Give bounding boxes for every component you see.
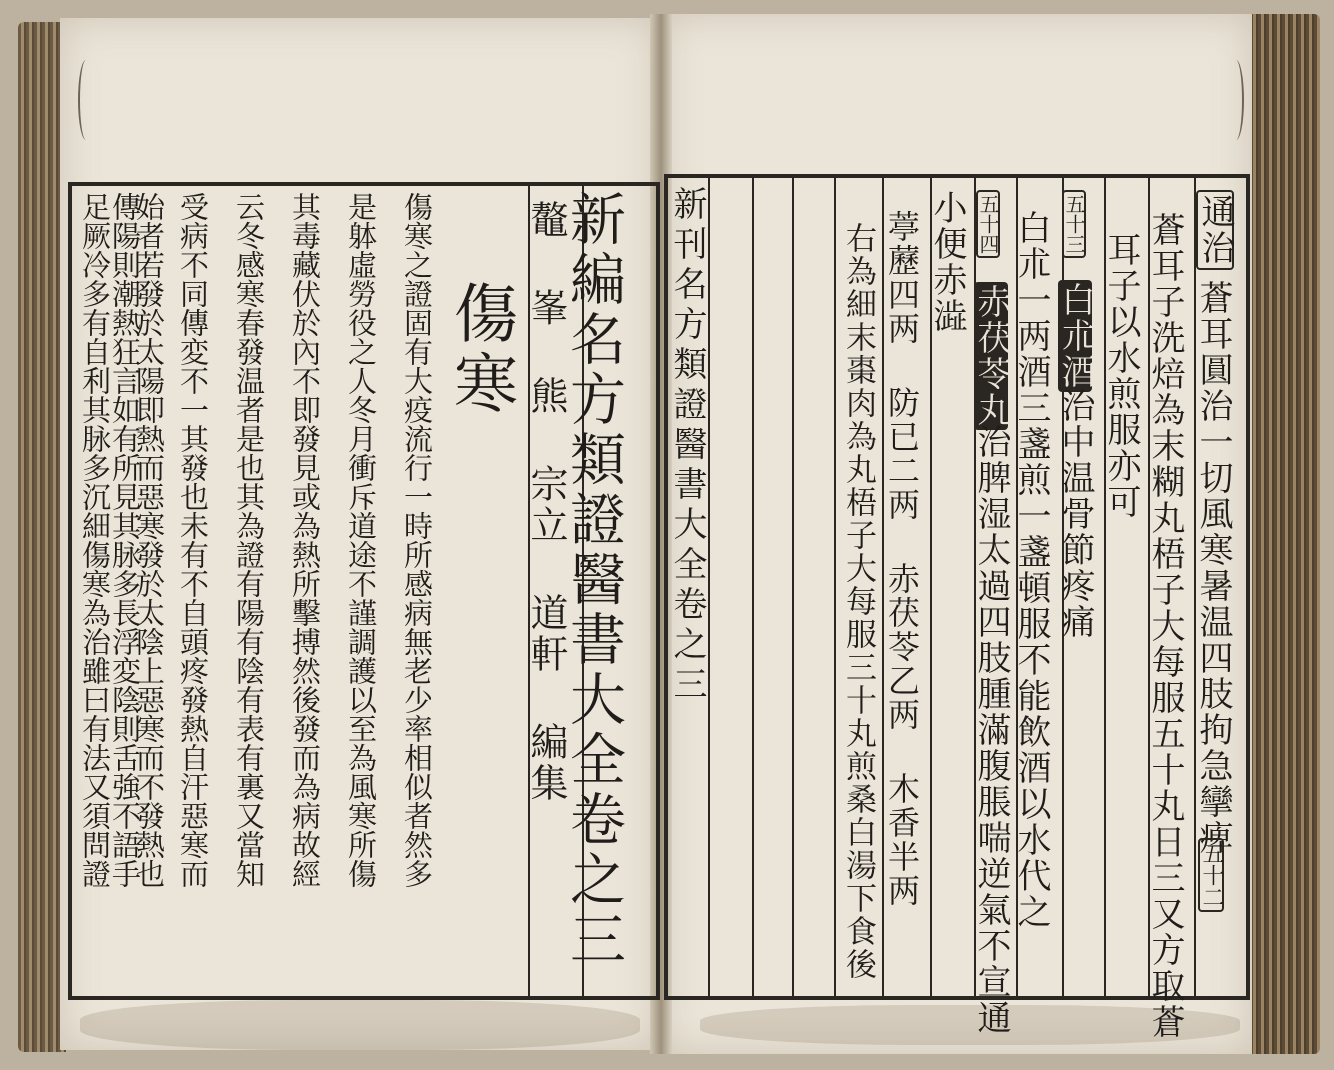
ingredient-column: 葶藶四两 防已二两 赤茯苓乙两 木香半两 <box>883 210 921 908</box>
page-stain <box>80 1000 640 1050</box>
recipe-name-badge: 白朮酒 <box>1055 282 1095 390</box>
text-column: 其毒藏伏於內不即發見或為熱所擊搏然後發而為病故經 <box>288 192 322 888</box>
column-rule <box>834 178 836 996</box>
recipe-name-badge: 赤茯苓丸 <box>971 284 1011 428</box>
recipe-name <box>1055 280 1095 392</box>
section-label <box>1196 190 1234 270</box>
text-column: 小便赤澁 <box>927 190 967 334</box>
volume-title: 新編名方類證醫書大全卷之三 <box>561 190 626 970</box>
recipe-number <box>976 190 1000 258</box>
right-page-edges <box>1250 14 1320 1054</box>
column-rule <box>752 178 754 996</box>
running-header: 新刊名方類證醫書大全卷之三 <box>667 186 707 706</box>
text-column: 耳子以水煎服亦可 <box>1101 232 1141 520</box>
text-column: 白朮一两酒三盞煎一盞頓服不能飲酒以水代之 <box>1011 210 1051 930</box>
recipe-number-box: 五十二 <box>1198 838 1224 912</box>
text-column: 云冬感寒春發温者是也其為證有陽有陰有表有裏又當知 <box>232 192 266 888</box>
binding-thread-left <box>78 60 94 140</box>
compiler-credit: 鼇 峯 熊 宗立 道軒 編集 <box>524 200 568 804</box>
left-page-edges <box>18 22 66 1052</box>
text-column <box>1193 280 1233 856</box>
text-column: 右為細末棗肉為丸梧子大每服三十丸煎桑白湯下食後 <box>840 222 876 981</box>
recipe-number-box: 五十四 <box>976 190 1000 258</box>
text-column: 傷寒之證固有大疫流行一時所感病無老少率相似者然多 <box>400 192 434 888</box>
recipe-number <box>1198 838 1224 912</box>
text-column: 蒼耳子洗焙為末糊丸梧子大每服五十丸日三又方取蒼 <box>1145 212 1185 1040</box>
recipe-number-box: 五十三 <box>1062 190 1086 258</box>
binding-thread-right <box>1228 60 1244 140</box>
text-column: 受病不同傳変不一其發也未有不自頭疼發熱自汗惡寒而 <box>176 192 210 888</box>
text-column: 是躰虛勞役之人冬月衝斥道途不謹調護以至為風寒所傷 <box>344 192 378 888</box>
text-column: 治中温骨節疼痛 <box>1055 388 1095 640</box>
column-rule <box>708 178 710 996</box>
text-column: 足厥冷多有自利其脉多沉細傷寒為治雖曰有法又須問證 <box>78 192 112 888</box>
recipe-text: 蒼耳圓治一切風寒暑温四肢拘急攣痺 <box>1193 280 1233 856</box>
recipe-name <box>971 282 1011 430</box>
text-column: 治脾湿太過四肢腫滿腹脹喘逆氣不宣通 <box>971 424 1011 1036</box>
recipe-number <box>1062 190 1086 258</box>
text-column: 傳陽則潮熱狂言如有所見其脉多長浮変陰則舌強不語手 <box>108 192 142 888</box>
text-column: 始者若發於太陽即熱而惡寒發於太陰上惡寒而不發熱也 <box>132 192 166 888</box>
chapter-heading: 傷寒 <box>443 280 517 420</box>
section-label-box: 通治 <box>1196 190 1234 270</box>
column-rule <box>792 178 794 996</box>
